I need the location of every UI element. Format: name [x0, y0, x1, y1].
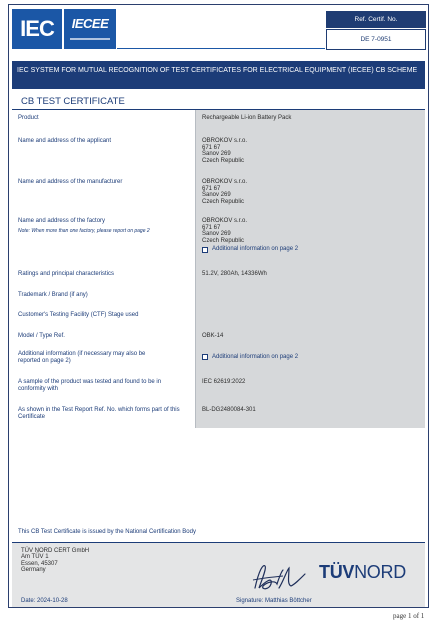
report-label: As shown in the Test Report Ref. No. which forms part of this Certificate	[18, 407, 180, 420]
factory-line: Šanov 269	[202, 231, 231, 238]
iecee-logo: IECEE	[64, 9, 116, 49]
certificate-header	[9, 5, 428, 55]
applicant-address	[202, 138, 422, 164]
manufacturer-line: Šanov 269	[202, 192, 231, 199]
applicant-line: Czech Republic	[202, 157, 245, 164]
ratings-value: 51.2V, 280Ah, 14336Wh	[202, 271, 267, 277]
manufacturer-label: Name and address of the manufacturer	[18, 179, 123, 185]
model-value: OBK-14	[202, 333, 224, 339]
certificate-frame	[8, 4, 429, 608]
product-value: Rechargeable Li-ion Battery Pack	[202, 115, 292, 121]
cb-address-line: Am TÜV 1	[21, 554, 49, 561]
applicant-line: OBROKOV s.r.o.	[202, 138, 248, 144]
tuv-logo-part2: NORD	[354, 562, 406, 582]
model-label: Model / Type Ref.	[18, 333, 65, 339]
applicant-line: Šanov 269	[202, 151, 231, 158]
tuv-logo-part1: TÜV	[319, 562, 355, 582]
factory-label: Name and address of the factory	[18, 218, 106, 224]
issue-date: Date: 2024-10-28	[21, 598, 68, 604]
manufacturer-line: OBROKOV s.r.o.	[202, 179, 248, 185]
factory-additional-label: Additional information on page 2	[212, 246, 299, 253]
ref-certif-label: Ref. Certif. No.	[326, 11, 426, 28]
manufacturer-address	[202, 179, 422, 205]
additional-info-text: Additional information on page 2	[212, 354, 299, 360]
additional-info-label: Additional information (if necessary may also be reported on page 2)	[18, 351, 146, 364]
factory-address	[202, 218, 422, 253]
ref-certif-number: DE 7-0951	[326, 29, 426, 50]
manufacturer-line: 671 67	[202, 185, 221, 192]
sample-label: A sample of the product was tested and found to be in conformity with	[18, 379, 162, 392]
cb-address-line: Essen, 45307	[21, 560, 58, 567]
ctf-label: Customer's Testing Facility (CTF) Stage used	[18, 312, 139, 318]
applicant-line: 671 67	[202, 144, 221, 151]
factory-note: Note: When more than one factory, please report on page 2	[18, 228, 150, 234]
tuv-nord-logo	[319, 562, 406, 583]
issued-by-statement: This CB Test Certificate is issued by the National Certification Body	[18, 529, 196, 535]
report-number: BL-DG2480084-301	[202, 407, 256, 413]
ratings-label: Ratings and principal characteristics	[18, 271, 115, 277]
trademark-label: Trademark / Brand (if any)	[18, 292, 88, 298]
factory-line: Czech Republic	[202, 237, 245, 244]
product-label: Product	[18, 115, 39, 121]
factory-line: 671 67	[202, 224, 221, 231]
page-number: page 1 of 1	[393, 612, 425, 620]
cb-address-line: TÜV NORD CERT GmbH	[21, 548, 90, 554]
certificate-title: CB TEST CERTIFICATE	[21, 96, 125, 107]
factory-additional-info	[202, 246, 422, 253]
checkbox-icon	[202, 247, 208, 253]
signature-label: Signature: Matthias Böttcher	[236, 598, 312, 604]
header-divider	[117, 48, 325, 49]
applicant-label: Name and address of the applicant	[18, 138, 112, 144]
sample-value: IEC 62619:2022	[202, 379, 246, 385]
handwritten-signature	[249, 560, 311, 594]
iec-logo: IEC	[12, 9, 62, 49]
factory-line: OBROKOV s.r.o.	[202, 218, 248, 224]
manufacturer-line: Czech Republic	[202, 198, 245, 205]
cb-address-line: Germany	[21, 566, 46, 573]
checkbox-icon	[202, 354, 208, 360]
certification-body-address	[21, 548, 89, 573]
additional-info-value	[202, 354, 422, 361]
scheme-banner: IEC SYSTEM FOR MUTUAL RECOGNITION OF TEST CERTIFICATES FOR ELECTRICAL EQUIPMENT (IECEE) CB SCHEME	[12, 61, 425, 89]
